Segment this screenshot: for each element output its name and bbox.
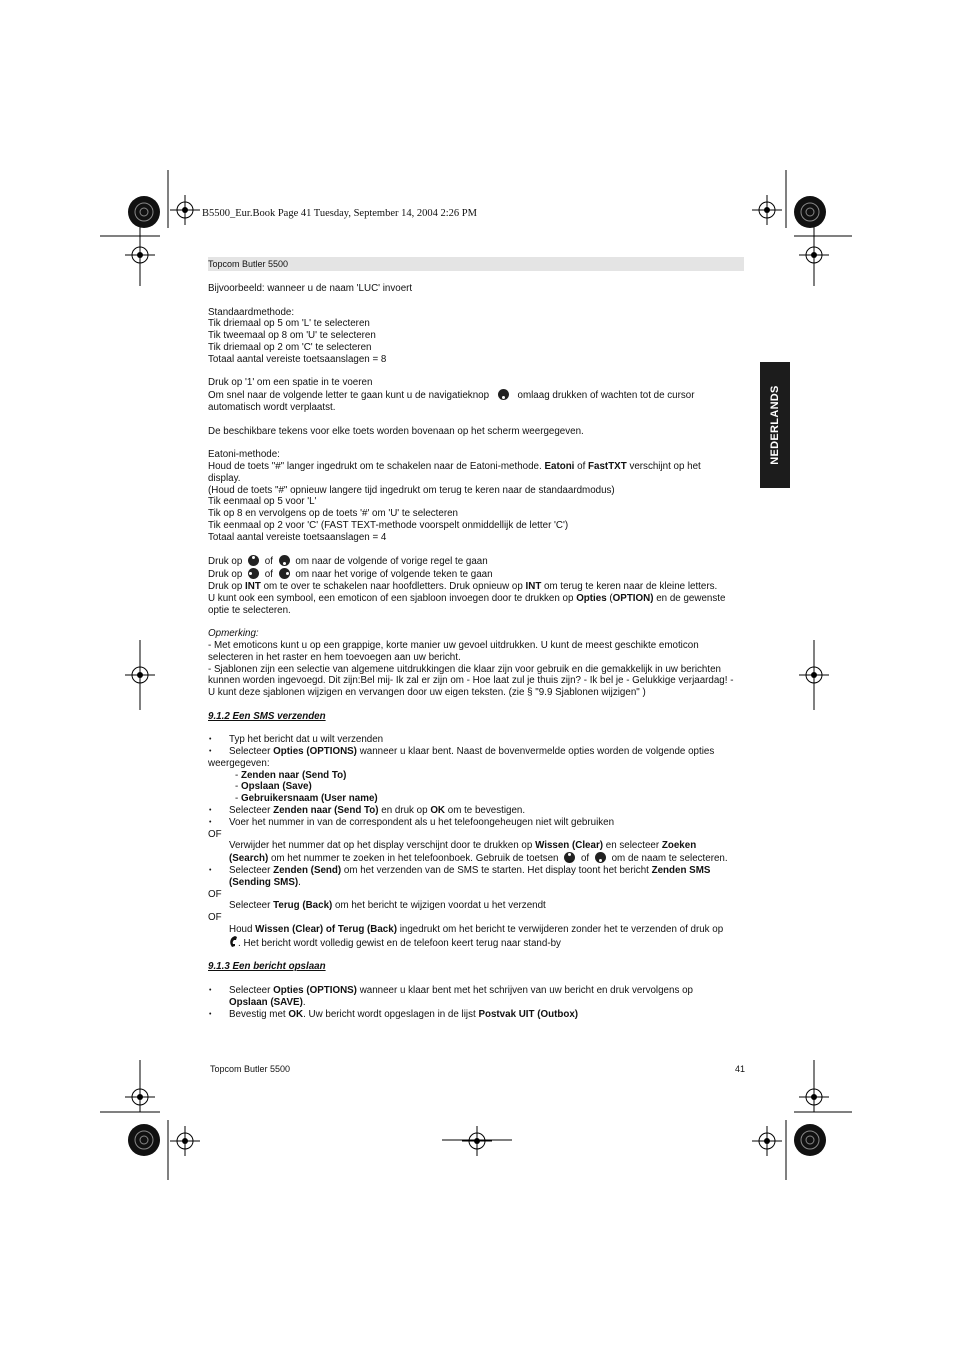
- nav-key-icon: [498, 389, 509, 400]
- registration-mark-icon: [170, 195, 200, 225]
- registration-mark-icon: [752, 1126, 782, 1156]
- footer-product: Topcom Butler 5500: [210, 1064, 291, 1074]
- paragraph: Tik driemaal op 2 om 'C' te selecteren: [208, 341, 372, 353]
- nav-down-key-icon: [279, 555, 290, 566]
- starburst-target-icon: [126, 1122, 162, 1158]
- option-item: - Zenden naar (Send To): [235, 769, 347, 781]
- list-item: • Bevestig met OK. Uw bericht wordt opgeslagen in de lijst Postvak UIT (Outbox): [208, 1009, 748, 1021]
- paragraph: Druk op '1' om een spatie in te voeren: [208, 377, 373, 389]
- page-number: 41: [735, 1064, 746, 1074]
- paragraph: U kunt ook een symbool, een emoticon of een sjabloon invoegen door te drukken op Opties (OPTION) en de gewenste: [208, 592, 726, 604]
- paragraph: selecteren in het raster en hem toevoegen aan uw bericht.: [208, 651, 461, 663]
- paragraph: (Search) om het nummer te zoeken in het telefoonboek. Gebruik de toetsen of om de naam te selecteren.: [229, 853, 728, 865]
- nav-up-key-icon: [248, 555, 259, 566]
- paragraph: Tik driemaal op 5 om 'L' te selecteren: [208, 318, 370, 330]
- running-header: Topcom Butler 5500: [208, 259, 289, 269]
- registration-mark-icon: [125, 240, 155, 270]
- registration-mark-icon: [752, 195, 782, 225]
- paragraph: (Sending SMS).: [229, 876, 301, 888]
- paragraph: - Met emoticons kunt u op een grappige, korte manier uw gevoel uitdrukken. U kunt de meest geschikte emoticon: [208, 639, 699, 651]
- paragraph: Totaal aantal vereiste toetsaanslagen = 4: [208, 531, 387, 543]
- or-label: OF: [208, 888, 222, 900]
- option-item: - Gebruikersnaam (User name): [235, 793, 378, 805]
- section-heading-save: 9.1.3 Een bericht opslaan: [208, 961, 326, 973]
- paragraph: kunnen worden ingevoegd. Dit zijn:Bel mij- Ik zal er zijn om - Hoe laat zul je thuis zijn? - Ik bel je - Gelukkige verjaardag! -: [208, 675, 734, 687]
- or-label: OF: [208, 828, 222, 840]
- handset-icon: [229, 936, 238, 947]
- paragraph: De beschikbare tekens voor elke toets worden bovenaan op het scherm weergegeven.: [208, 425, 584, 437]
- paragraph: Tik eenmaal op 5 voor 'L': [208, 496, 317, 508]
- option-item: - Opslaan (Save): [235, 781, 312, 793]
- section-heading-send: 9.1.2 Een SMS verzenden: [208, 710, 326, 722]
- registration-mark-icon: [799, 1082, 829, 1112]
- registration-mark-icon: [462, 1126, 492, 1156]
- or-label: OF: [208, 912, 222, 924]
- starburst-target-icon: [126, 194, 162, 230]
- registration-mark-icon: [799, 240, 829, 270]
- nav-left-key-icon: [248, 568, 259, 579]
- paragraph: Druk op of om naar het vorige of volgende teken te gaan: [208, 569, 493, 581]
- paragraph: Houd Wissen (Clear) of Terug (Back) ingedrukt om het bericht te verwijderen zonder het te verzenden of druk op: [229, 924, 724, 936]
- paragraph: display.: [208, 472, 241, 484]
- running-header-bar: [208, 257, 744, 271]
- paragraph: Standaardmethode:: [208, 306, 295, 318]
- starburst-target-icon: [792, 194, 828, 230]
- paragraph: optie te selecteren.: [208, 604, 291, 616]
- registration-mark-icon: [125, 660, 155, 690]
- list-item: • Selecteer Opties (OPTIONS) wanneer u klaar bent met het schrijven van uw bericht en druk vervolgens op: [208, 985, 748, 997]
- print-header: B5500_Eur.Book Page 41 Tuesday, September 14, 2004 2:26 PM: [202, 208, 477, 219]
- registration-mark-icon: [799, 660, 829, 690]
- paragraph: Verwijder het nummer dat op het display verschijnt door te drukken op Wissen (Clear) en selecteer Zoeken: [229, 840, 697, 852]
- paragraph: Selecteer Terug (Back) om het bericht te wijzigen voordat u het verzendt: [229, 900, 546, 912]
- paragraph: Druk op of om naar de volgende of vorige regel te gaan: [208, 556, 488, 568]
- page-content: [208, 283, 748, 1020]
- nav-right-key-icon: [279, 568, 290, 579]
- registration-mark-icon: [170, 1126, 200, 1156]
- paragraph: . Het bericht wordt volledig gewist en de telefoon keert terug naar stand-by: [208, 936, 748, 950]
- starburst-target-icon: [792, 1122, 828, 1158]
- list-item: • Voer het nummer in van de correspondent als u het telefoongeheugen niet wilt gebruiken: [208, 817, 748, 829]
- paragraph: Tik op 8 en vervolgens op de toets '#' om 'U' te selecteren: [208, 508, 458, 520]
- paragraph: (Houd de toets "#" opnieuw langere tijd ingedrukt om terug te keren naar de standaardmodus): [208, 484, 615, 496]
- paragraph: Eatoni-methode:: [208, 449, 280, 461]
- list-item: • Selecteer Opties (OPTIONS) wanneer u klaar bent. Naast de bovenvermelde opties worden de volgende opties: [208, 746, 748, 758]
- note-title: Opmerking:: [208, 628, 259, 640]
- paragraph: Totaal aantal vereiste toetsaanslagen = 8: [208, 353, 387, 365]
- paragraph: Om snel naar de volgende letter te gaan kunt u de navigatieknop omlaag drukken of wachten tot de cursor: [208, 390, 695, 402]
- paragraph: Tik tweemaal op 8 om 'U' te selecteren: [208, 330, 376, 342]
- registration-mark-icon: [125, 1082, 155, 1112]
- list-item: • Selecteer Zenden (Send) om het verzenden van de SMS te starten. Het display toont het bericht Zenden SMS: [208, 865, 748, 877]
- paragraph: U kunt deze sjablonen wijzigen en vervangen door uw eigen teksten. (zie § "9.9 Sjablonen wijzigen" ): [208, 687, 646, 699]
- language-tab: [760, 362, 790, 488]
- list-item: • Typ het bericht dat u wilt verzenden: [208, 734, 748, 746]
- paragraph: Tik eenmaal op 2 voor 'C' (FAST TEXT-methode voorspelt onmiddellijk de letter 'C'): [208, 519, 569, 531]
- paragraph: - Sjablonen zijn een selectie van algemene uitdrukkingen die klaar zijn voor gebruik en die gemakkelijk in uw berichten: [208, 663, 721, 675]
- language-tab-label: NEDERLANDS: [769, 385, 781, 465]
- nav-up-key-icon: [564, 852, 575, 863]
- paragraph: weergegeven:: [208, 757, 270, 769]
- nav-down-key-icon: [595, 852, 606, 863]
- paragraph: Houd de toets "#" langer ingedrukt om te schakelen naar de Eatoni-methode. Eatoni of FastTXT verschijnt op het: [208, 460, 701, 472]
- paragraph: Bijvoorbeeld: wanneer u de naam 'LUC' invoert: [208, 283, 413, 294]
- paragraph: Opslaan (SAVE).: [229, 996, 306, 1008]
- list-item: • Selecteer Zenden naar (Send To) en druk op OK om te bevestigen.: [208, 805, 748, 817]
- paragraph: Druk op INT om te over te schakelen naar hoofdletters. Druk opnieuw op INT om terug te keren naar de kleine letters.: [208, 580, 718, 592]
- paragraph: automatisch wordt verplaatst.: [208, 401, 336, 413]
